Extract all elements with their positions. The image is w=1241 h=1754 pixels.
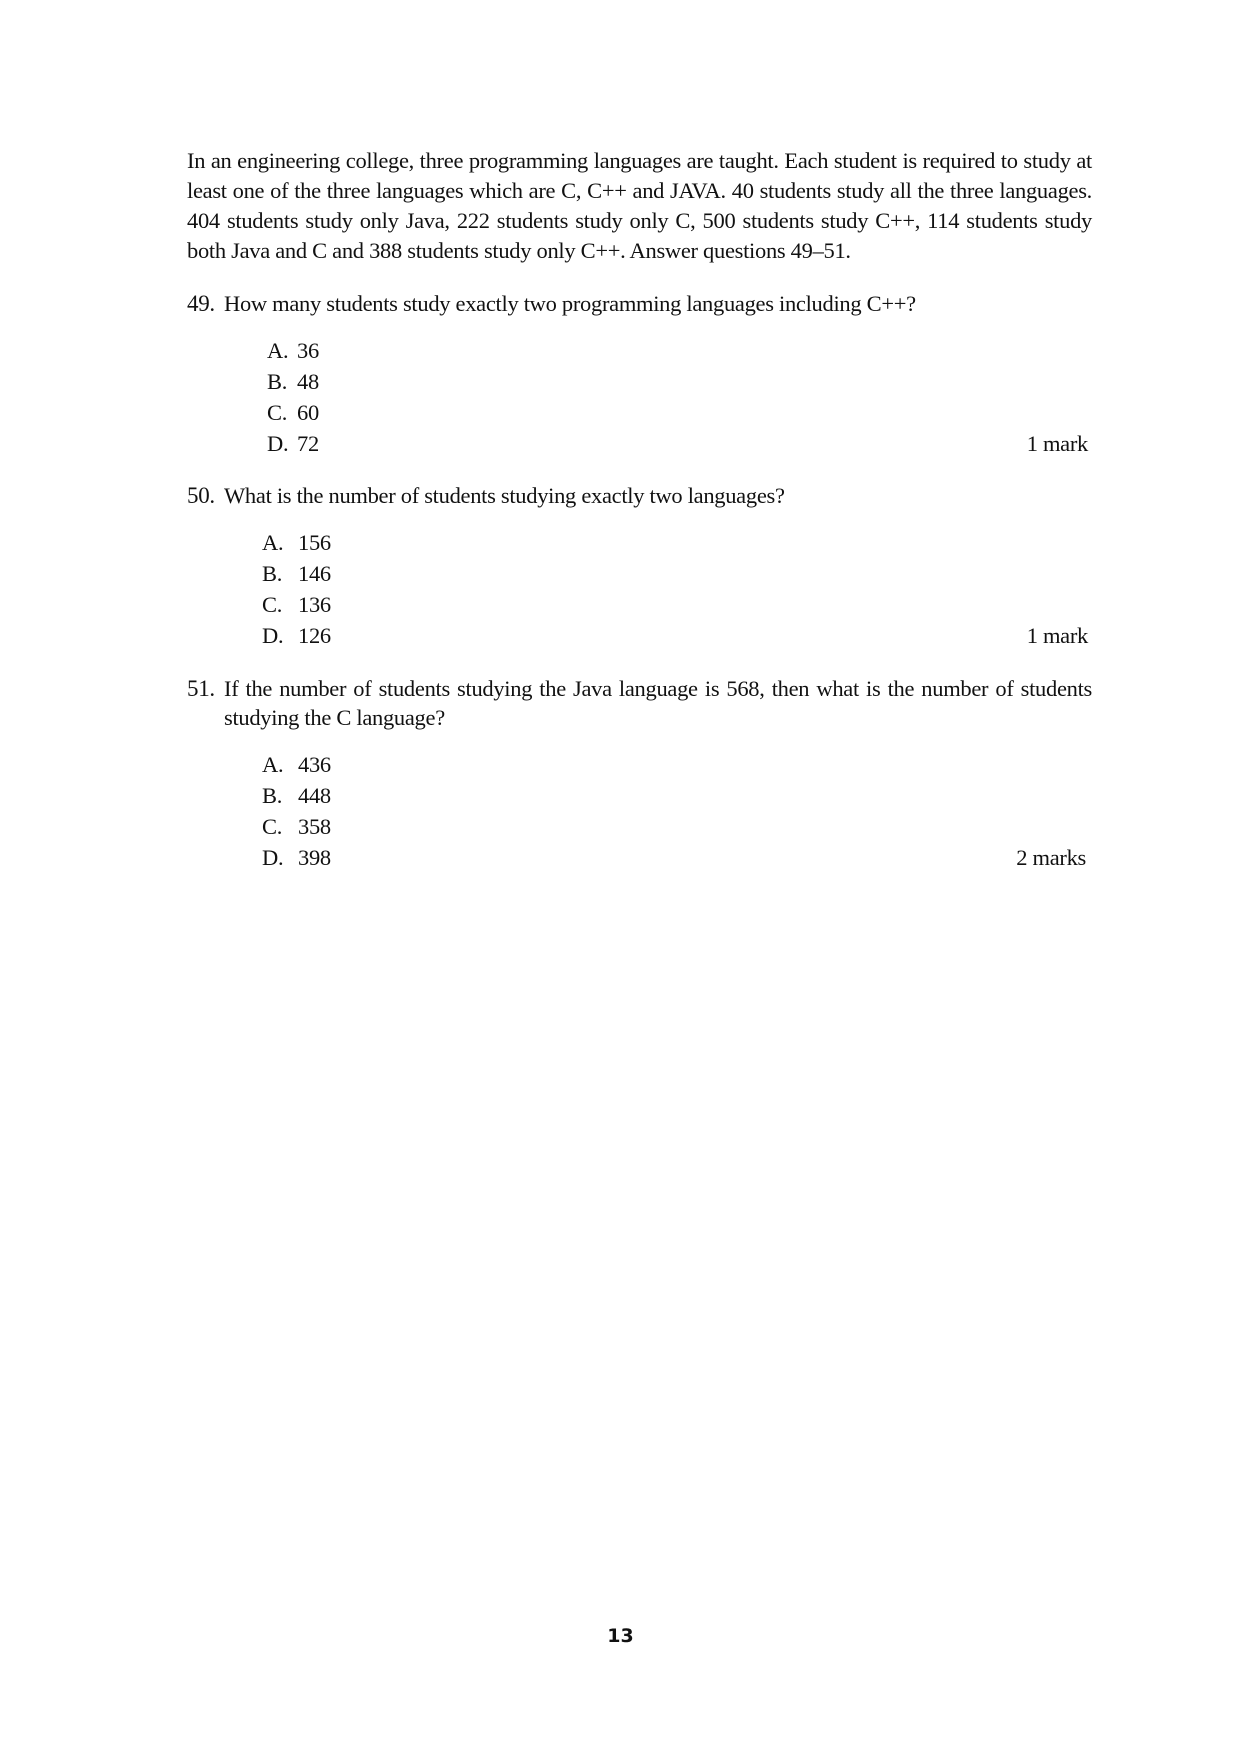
- passage-text: In an engineering college, three programming languages are taught. Each student is required to study at least one of the three languages which are C, C++ and JAVA. 40 students study all the three languages. 404 students study only Java, 222 students study only C, 500 students study C++, 114 students study both Java and C and 388 students study only C++. Answer questions 49–51.: [187, 148, 1092, 263]
- option-value: 48: [297, 369, 319, 394]
- option-b: [187, 558, 1092, 589]
- option-letter: B.: [267, 369, 288, 394]
- option-b: [187, 780, 1092, 811]
- option-letter: C.: [262, 592, 283, 617]
- question-51: [187, 674, 1092, 870]
- option-value: 126: [298, 623, 331, 648]
- page-number: 13: [607, 1625, 634, 1647]
- option-value: 36: [297, 338, 319, 363]
- option-value: 436: [298, 752, 331, 777]
- option-d: [187, 620, 1092, 651]
- options-list: [187, 749, 1092, 873]
- question-text: What is the number of students studying exactly two languages?: [224, 483, 785, 508]
- option-letter: B.: [262, 561, 283, 586]
- option-a: [187, 335, 1092, 366]
- question-number: 51.: [187, 676, 215, 701]
- option-letter: A.: [262, 752, 284, 777]
- option-value: 136: [298, 592, 331, 617]
- question-text: How many students study exactly two programming languages including C++?: [224, 291, 916, 316]
- option-c: [187, 589, 1092, 620]
- option-letter: D.: [262, 845, 284, 870]
- option-value: 146: [298, 561, 331, 586]
- marks-label: 1 mark: [1026, 623, 1088, 648]
- question-50: [187, 481, 1092, 648]
- marks-label: 2 marks: [1016, 845, 1086, 870]
- option-value: 358: [298, 814, 331, 839]
- option-a: [187, 749, 1092, 780]
- option-a: [187, 527, 1092, 558]
- options-list: [187, 335, 1092, 459]
- option-c: [187, 811, 1092, 842]
- option-value: 60: [297, 400, 319, 425]
- option-c: [187, 397, 1092, 428]
- options-list: [187, 527, 1092, 651]
- option-letter: B.: [262, 783, 283, 808]
- option-value: 72: [297, 431, 319, 456]
- option-value: 448: [298, 783, 331, 808]
- option-value: 156: [298, 530, 331, 555]
- option-d: [187, 428, 1092, 459]
- question-49: [187, 289, 1092, 456]
- option-letter: C.: [267, 400, 288, 425]
- option-letter: D.: [267, 431, 289, 456]
- option-letter: A.: [267, 338, 289, 363]
- question-number: 50.: [187, 483, 215, 508]
- marks-label: 1 mark: [1026, 431, 1088, 456]
- option-b: [187, 366, 1092, 397]
- question-text: If the number of students studying the Java language is 568, then what is the number of students studying the C language?: [224, 676, 1092, 730]
- option-letter: C.: [262, 814, 283, 839]
- option-letter: A.: [262, 530, 284, 555]
- option-value: 398: [298, 845, 331, 870]
- option-letter: D.: [262, 623, 284, 648]
- question-number: 49.: [187, 291, 215, 316]
- option-d: [187, 842, 1092, 873]
